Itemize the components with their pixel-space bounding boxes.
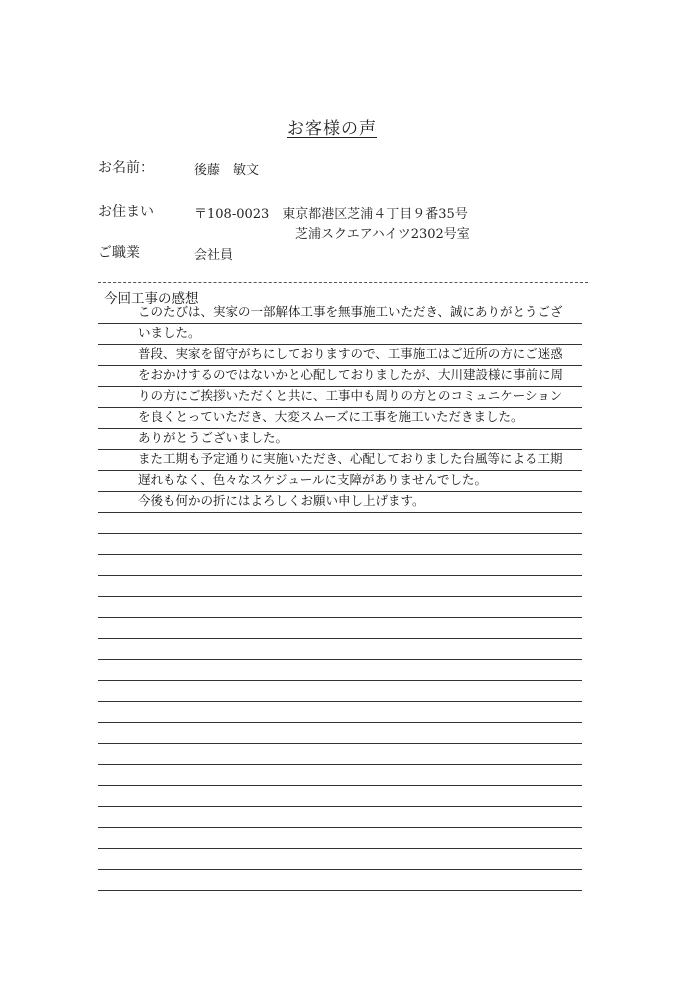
impression-line: いました。: [138, 325, 201, 340]
ruled-row: [98, 849, 582, 870]
ruled-row: [98, 828, 582, 849]
ruled-row: [98, 765, 582, 786]
ruled-lines: [98, 303, 582, 891]
occupation-label: ご職業: [98, 245, 140, 261]
page-title: お客様の声: [287, 119, 377, 139]
ruled-row: [98, 870, 582, 891]
ruled-row: [98, 303, 582, 324]
impression-line: 今後も何かの折にはよろしくお願い申し上げます。: [138, 493, 425, 508]
ruled-row: [98, 807, 582, 828]
impressions-heading: 今回工事の感想: [104, 291, 199, 307]
ruled-row: [98, 387, 582, 408]
ruled-row: [98, 471, 582, 492]
impression-line: を良くとっていただき、大変スムーズに工事を施工いただきました。: [138, 409, 524, 424]
ruled-row: [98, 555, 582, 576]
ruled-row: [98, 429, 582, 450]
impression-line: このたびは、実家の一部解体工事を無事施工いただき、誠にありがとうござ: [138, 304, 563, 319]
impression-line: 遅れもなく、色々なスケジュールに支障がありませんでした。: [138, 472, 488, 487]
ruled-row: [98, 366, 582, 387]
ruled-row: [98, 492, 582, 513]
ruled-row: [98, 723, 582, 744]
impression-line: また工期も予定通りに実施いただき、心配しておりました台風等による工期: [138, 451, 563, 466]
impression-line: をおかけするのではないかと心配しておりましたが、大川建設様に事前に周: [138, 367, 564, 382]
impression-line: ありがとうございました。: [138, 430, 289, 445]
ruled-row: [98, 681, 582, 702]
ruled-row: [98, 534, 582, 555]
ruled-row: [98, 660, 582, 681]
ruled-row: [98, 618, 582, 639]
name-label: お名前：: [98, 160, 154, 176]
ruled-row: [98, 513, 582, 534]
dashed-divider: [98, 282, 588, 283]
impression-line: りの方にご挨拶いただくと共に、工事中も周りの方とのコミュニケーション: [138, 388, 563, 403]
address-line-1: 〒108-0023 東京都港区芝浦４丁目９番35号: [194, 207, 468, 222]
ruled-row: [98, 408, 582, 429]
ruled-row: [98, 744, 582, 765]
ruled-row: [98, 324, 582, 345]
ruled-row: [98, 450, 582, 471]
address-label: お住まい: [98, 204, 154, 220]
occupation-value: 会社員: [194, 248, 234, 263]
ruled-row: [98, 639, 582, 660]
ruled-row: [98, 786, 582, 807]
name-value: 後藤 敏文: [194, 163, 260, 178]
impression-line: 普段、実家を留守がちにしておりますので、工事施工はご近所の方にご迷惑: [138, 346, 563, 361]
ruled-row: [98, 597, 582, 618]
ruled-row: [98, 345, 582, 366]
ruled-row: [98, 576, 582, 597]
ruled-row: [98, 702, 582, 723]
address-line-2: 芝浦スクエアハイツ2302号室: [295, 227, 470, 242]
